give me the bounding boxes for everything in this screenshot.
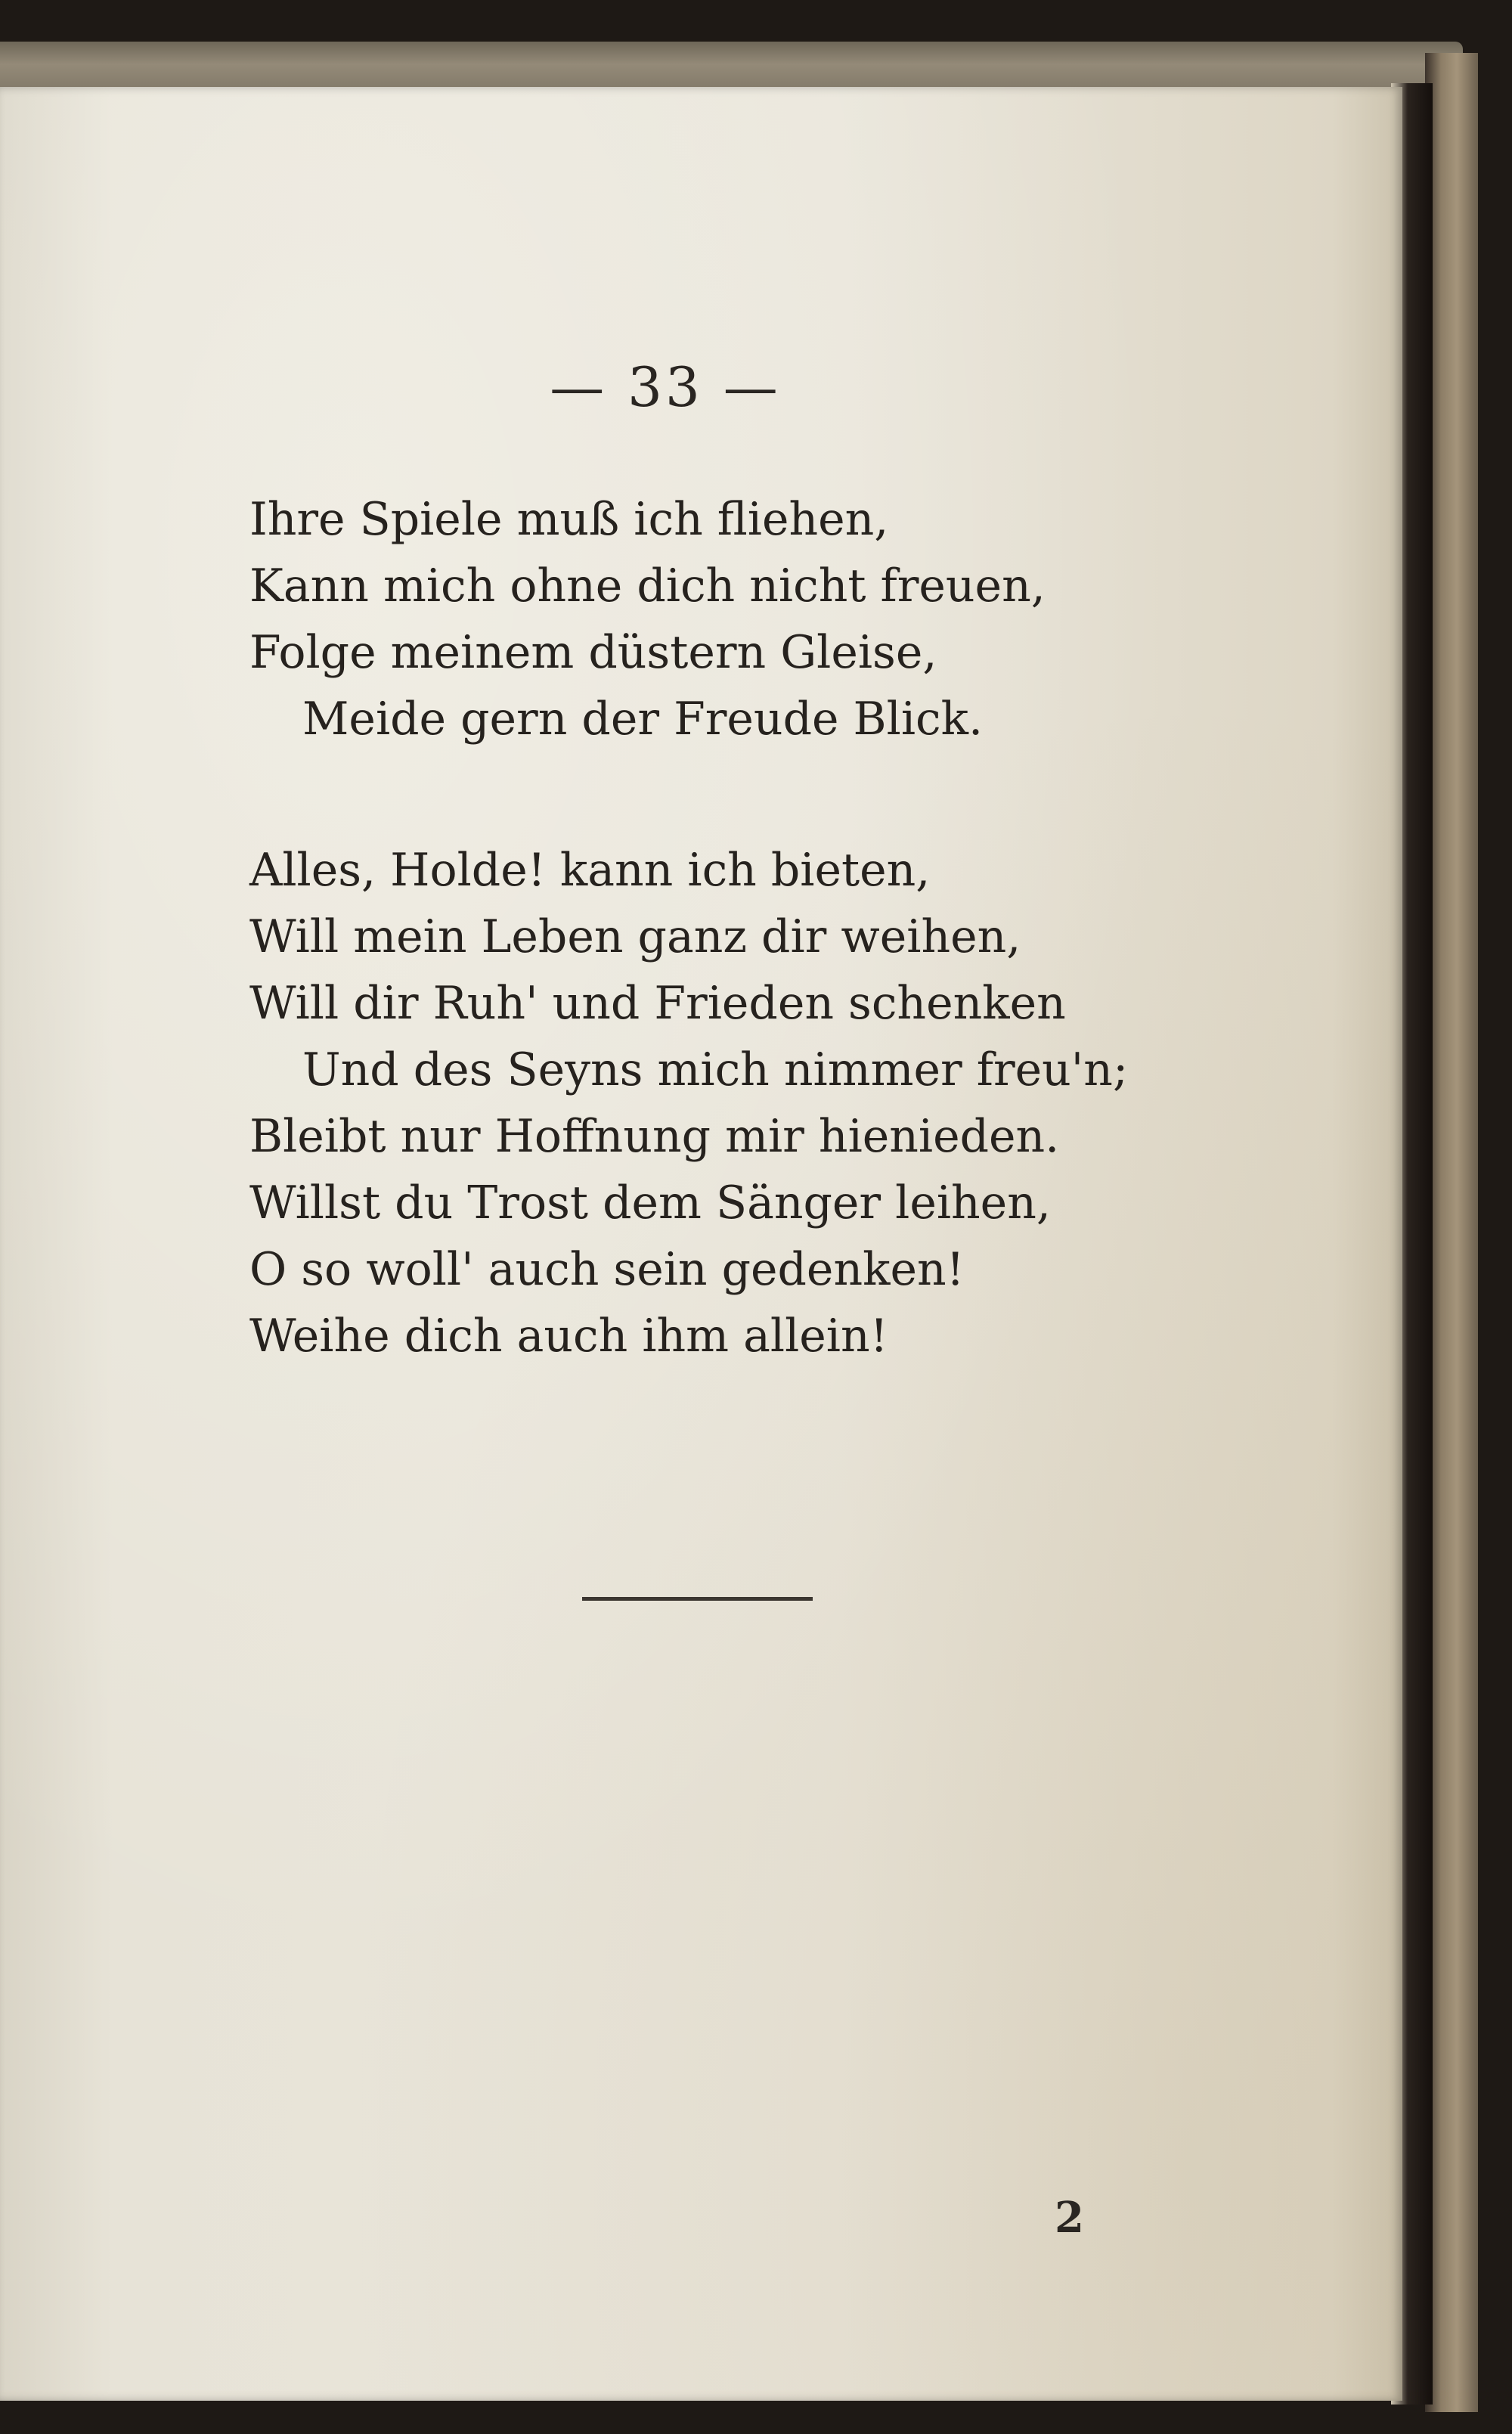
stanza-2 [249, 837, 1128, 1369]
verse-line: Und des Seyns mich nimmer freu'n; [302, 1043, 1129, 1096]
verse-line: Folge meinem düstern Gleise, [249, 626, 937, 679]
verse-line: Will mein Leben ganz dir weihen, [249, 910, 1021, 963]
section-divider-rule [582, 1597, 813, 1601]
book-cover-right-edge [1425, 53, 1478, 2412]
verse-line: Meide gern der Freude Blick. [302, 693, 984, 746]
verse-line: Will dir Ruh' und Frieden schenken [249, 977, 1066, 1030]
verse-line: Willst du Trost dem Sänger leihen, [249, 1177, 1051, 1229]
verse-line: Kann mich ohne dich nicht freuen, [249, 560, 1046, 612]
verse-line: Weihe dich auch ihm allein! [249, 1310, 888, 1363]
verse-line: Bleibt nur Hoffnung mir hienieden. [249, 1110, 1060, 1163]
verse-line: Alles, Holde! kann ich bieten, [249, 844, 931, 897]
verse-line: Ihre Spiele muß ich fliehen, [249, 493, 889, 546]
printer-signature-mark: 2 [1055, 2193, 1084, 2243]
stanza-1 [249, 486, 1046, 752]
page-number: — 33 — [550, 355, 781, 419]
verse-line: O so woll' auch sein gedenken! [249, 1243, 965, 1296]
book-page [0, 87, 1402, 2401]
